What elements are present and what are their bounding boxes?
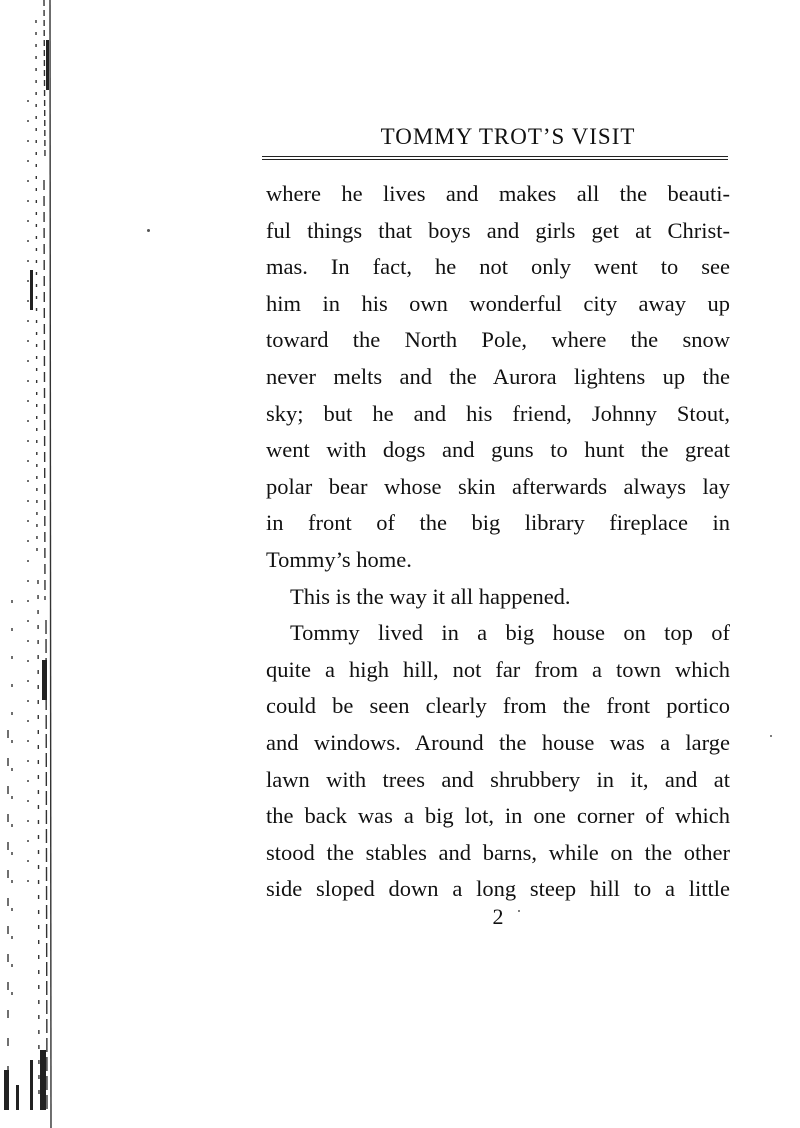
text-line: quite a high hill, not far from a town which	[266, 656, 730, 682]
text-line: could be seen clearly from the front portico	[266, 693, 730, 719]
text-line: him in his own wonderful city away up	[266, 290, 730, 316]
page-number: 2	[492, 904, 504, 929]
text-line: stood the stables and barns, while on the other	[266, 839, 730, 865]
body-text	[266, 176, 730, 908]
text-line: sky; but he and his friend, Johnny Stout,	[266, 400, 730, 426]
text-line: went with dogs and guns to hunt the great	[266, 437, 730, 463]
text-line: toward the North Pole, where the snow	[266, 327, 730, 353]
binding-edge-marks	[0, 0, 60, 1128]
text-line: ful things that boys and girls get at Christ-	[266, 217, 730, 243]
text-line: lawn with trees and shrubbery in it, and at	[266, 766, 730, 792]
scan-speck	[147, 229, 150, 232]
running-head: TOMMY TROT’S VISIT	[380, 124, 636, 149]
header-double-rule	[262, 156, 728, 160]
scan-speck	[770, 735, 772, 737]
book-page	[266, 120, 730, 908]
text-line: the back was a big lot, in one corner of which	[266, 803, 730, 829]
text-line: where he lives and makes all the beauti-	[266, 181, 730, 206]
text-line: This is the way it all happened.	[290, 583, 571, 609]
text-line: in front of the big library fireplace in	[266, 510, 730, 536]
text-line: polar bear whose skin afterwards always lay	[266, 473, 730, 499]
text-line: and windows. Around the house was a large	[266, 729, 730, 755]
scan-speck	[518, 910, 520, 912]
text-line: Tommy lived in a big house on top of	[290, 620, 730, 646]
text-line: mas. In fact, he not only went to see	[266, 254, 730, 280]
scanned-binding-edge	[0, 0, 60, 1128]
text-line: Tommy’s home.	[266, 546, 412, 572]
text-line: never melts and the Aurora lightens up the	[266, 363, 730, 389]
text-line: side sloped down a long steep hill to a little	[266, 876, 730, 902]
